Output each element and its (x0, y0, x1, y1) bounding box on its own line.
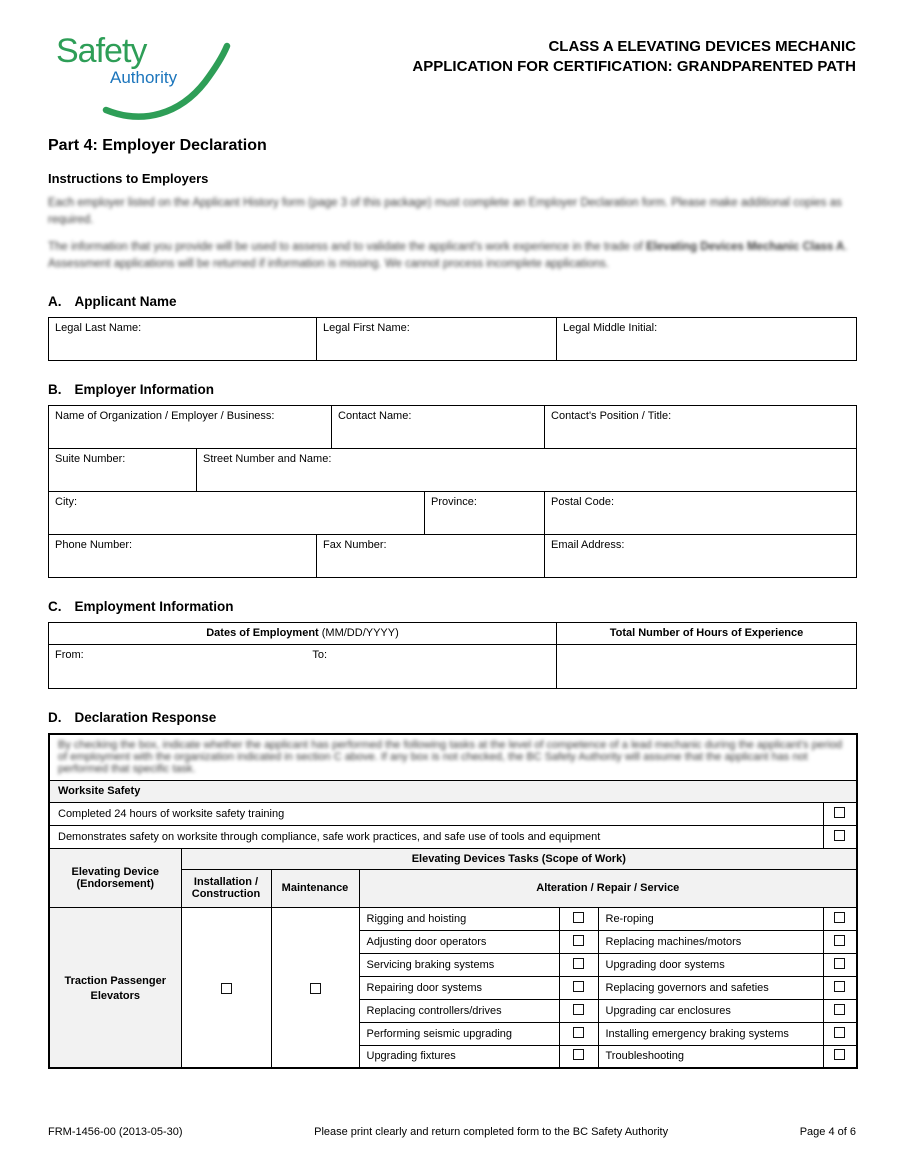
field-label: Name of Organization / Employer / Business: (55, 410, 275, 422)
section-b-heading (48, 382, 856, 397)
field-label: Street Number and Name: (203, 453, 332, 465)
worksite-safety-header: Worksite Safety (49, 780, 857, 802)
safety-task-label: Completed 24 hours of worksite safety training (49, 802, 823, 825)
field-label: Phone Number: (55, 539, 133, 551)
task-label: Rigging and hoisting (359, 907, 559, 930)
dates-header-format: (MM/DD/YYYY) (318, 627, 399, 639)
field-phone-number[interactable] (49, 535, 317, 578)
field-contact-position[interactable] (545, 406, 857, 449)
field-label: City: (55, 496, 77, 508)
applicant-name-table (48, 317, 857, 361)
page-number: Page 4 of 6 (799, 1126, 856, 1138)
table-row (49, 825, 857, 848)
total-hours-header: Total Number of Hours of Experience (557, 623, 857, 645)
device-name-traction-passenger-elevators: Traction Passenger Elevators (49, 907, 181, 1068)
table-row (49, 907, 857, 930)
footer-instruction: Please print clearly and return completed form to the BC Safety Authority (314, 1126, 669, 1138)
instructions-paragraph-1: Each employer listed on the Applicant History form (page 3 of this package) must complete an Employer Declaration form. Please make additional copies as required. (48, 197, 842, 227)
checkbox-cell (823, 976, 857, 999)
section-d-heading (48, 710, 856, 725)
section-a-letter: A. (48, 294, 62, 309)
field-total-hours[interactable] (557, 645, 857, 689)
section-a-heading (48, 294, 856, 309)
table-header-row (49, 623, 857, 645)
checkbox-cell (823, 825, 857, 848)
field-contact-name[interactable] (332, 406, 545, 449)
checkbox-cell (823, 1045, 857, 1068)
section-d-title: Declaration Response (74, 710, 217, 725)
section-b-letter: B. (48, 382, 62, 397)
checkbox-repairing-door-systems[interactable] (573, 981, 584, 992)
declaration-statement: By checking the box, indicate whether the applicant has performed the following tasks at the level of competence of a lead mechanic during the applicant's period of employment with the organization indicated in section C above. If any box is not checked, the BC Safety Authority will assume that the applicant has not performed that specific task. (49, 734, 857, 780)
table-row (49, 406, 857, 449)
field-city[interactable] (49, 492, 425, 535)
checkbox-maintenance[interactable] (310, 983, 321, 994)
task-label: Troubleshooting (598, 1045, 823, 1068)
task-label: Performing seismic upgrading (359, 1022, 559, 1045)
checkbox-cell (559, 999, 598, 1022)
table-row (49, 449, 857, 492)
instructions-paragraph-2 (48, 239, 856, 274)
document-title (412, 30, 856, 77)
field-label: Legal First Name: (323, 322, 410, 334)
section-d-letter: D. (48, 710, 62, 725)
checkbox-cell (559, 907, 598, 930)
checkbox-upgrading-car-enclosures[interactable] (834, 1004, 845, 1015)
field-street[interactable] (197, 449, 857, 492)
task-label: Replacing controllers/drives (359, 999, 559, 1022)
checkbox-upgrading-fixtures[interactable] (573, 1049, 584, 1060)
field-label: Contact's Position / Title: (551, 410, 672, 422)
table-row (49, 318, 857, 361)
logo-text-authority: Authority (110, 68, 178, 87)
task-label: Replacing machines/motors (598, 930, 823, 953)
checkbox-cell (559, 953, 598, 976)
field-organization-name[interactable] (49, 406, 332, 449)
title-line-1: CLASS A ELEVATING DEVICES MECHANIC (548, 38, 856, 55)
task-label: Upgrading door systems (598, 953, 823, 976)
checkbox-replacing-machines-motors[interactable] (834, 935, 845, 946)
checkbox-cell (823, 930, 857, 953)
task-label: Servicing braking systems (359, 953, 559, 976)
section-c-letter: C. (48, 599, 62, 614)
checkbox-cell (559, 930, 598, 953)
section-c-title: Employment Information (74, 599, 234, 614)
task-label: Adjusting door operators (359, 930, 559, 953)
instructions-heading: Instructions to Employers (48, 171, 209, 186)
checkbox-re-roping[interactable] (834, 912, 845, 923)
dates-of-employment-header (49, 623, 557, 645)
checkbox-installation-construction[interactable] (221, 983, 232, 994)
checkbox-cell (823, 953, 857, 976)
maintenance-header: Maintenance (271, 869, 359, 907)
elevating-device-column-header: Elevating Device (Endorsement) (49, 848, 181, 907)
safety-authority-logo (48, 30, 263, 120)
dates-header-bold: Dates of Employment (206, 627, 319, 639)
section-c-heading (48, 599, 856, 614)
checkbox-safety-training[interactable] (834, 807, 845, 818)
field-label: Legal Middle Initial: (563, 322, 658, 334)
safety-task-label: Demonstrates safety on worksite through compliance, safe work practices, and safe use of tools and equipment (49, 825, 823, 848)
declaration-table (48, 733, 858, 1069)
field-legal-first-name[interactable] (317, 318, 557, 361)
section-b-title: Employer Information (74, 382, 215, 397)
alteration-repair-service-header: Alteration / Repair / Service (359, 869, 857, 907)
checkbox-installing-emergency-braking[interactable] (834, 1027, 845, 1038)
field-fax-number[interactable] (317, 535, 545, 578)
checkbox-cell (823, 907, 857, 930)
installation-construction-header: Installation / Construction (181, 869, 271, 907)
checkbox-safety-compliance[interactable] (834, 830, 845, 841)
field-label: Province: (431, 496, 477, 508)
field-label: Postal Code: (551, 496, 615, 508)
task-label: Upgrading car enclosures (598, 999, 823, 1022)
table-header-row (49, 848, 857, 869)
checkbox-performing-seismic-upgrading[interactable] (573, 1027, 584, 1038)
field-label: Contact Name: (338, 410, 412, 422)
checkbox-cell (823, 1022, 857, 1045)
checkbox-cell (823, 802, 857, 825)
checkbox-cell (559, 976, 598, 999)
field-label: Fax Number: (323, 539, 387, 551)
table-row (49, 802, 857, 825)
checkbox-cell (271, 907, 359, 1068)
field-label: Suite Number: (55, 453, 126, 465)
para2-prefix: The information that you provide will be used to assess and to validate the applicant's work experience in the trade of (48, 240, 646, 253)
part-heading: Part 4: Employer Declaration (48, 137, 267, 154)
checkbox-cell (559, 1045, 598, 1068)
field-employment-dates[interactable] (49, 645, 557, 689)
table-row (49, 645, 857, 689)
task-label: Installing emergency braking systems (598, 1022, 823, 1045)
task-label: Replacing governors and safeties (598, 976, 823, 999)
task-label: Repairing door systems (359, 976, 559, 999)
table-row (49, 780, 857, 802)
table-row (49, 734, 857, 780)
checkbox-upgrading-door-systems[interactable] (834, 958, 845, 969)
checkbox-cell (823, 999, 857, 1022)
field-legal-middle-initial[interactable] (557, 318, 857, 361)
field-postal-code[interactable] (545, 492, 857, 535)
title-line-2: APPLICATION FOR CERTIFICATION: GRANDPARENTED PATH (412, 58, 856, 75)
to-label: To: (312, 649, 328, 661)
checkbox-replacing-governors-safeties[interactable] (834, 981, 845, 992)
checkbox-troubleshooting[interactable] (834, 1049, 845, 1060)
checkbox-cell (181, 907, 271, 1068)
checkbox-replacing-controllers-drives[interactable] (573, 1004, 584, 1015)
page-footer (48, 1126, 856, 1138)
page-header (48, 30, 856, 122)
field-suite-number[interactable] (49, 449, 197, 492)
field-label: Legal Last Name: (55, 322, 142, 334)
para2-bold: Elevating Devices Mechanic Class A (645, 240, 845, 253)
table-row (49, 492, 857, 535)
checkbox-adjusting-door-operators[interactable] (573, 935, 584, 946)
field-email-address[interactable] (545, 535, 857, 578)
section-a-title: Applicant Name (74, 294, 177, 309)
checkbox-cell (559, 1022, 598, 1045)
table-row (49, 535, 857, 578)
logo-text-safety: Safety (56, 32, 147, 70)
field-label: Email Address: (551, 539, 625, 551)
task-label: Upgrading fixtures (359, 1045, 559, 1068)
task-label: Re-roping (598, 907, 823, 930)
tasks-scope-header: Elevating Devices Tasks (Scope of Work) (181, 848, 857, 869)
field-province[interactable] (425, 492, 545, 535)
from-label: From: (55, 649, 84, 661)
employer-info-table (48, 405, 857, 578)
para2-suffix: . Assessment applications will be returned if information is missing. We cannot process incomplete applications. (48, 240, 848, 270)
employment-info-table (48, 622, 857, 689)
checkbox-rigging-and-hoisting[interactable] (573, 912, 584, 923)
form-number: FRM-1456-00 (2013-05-30) (48, 1126, 183, 1138)
field-legal-last-name[interactable] (49, 318, 317, 361)
checkbox-servicing-braking-systems[interactable] (573, 958, 584, 969)
